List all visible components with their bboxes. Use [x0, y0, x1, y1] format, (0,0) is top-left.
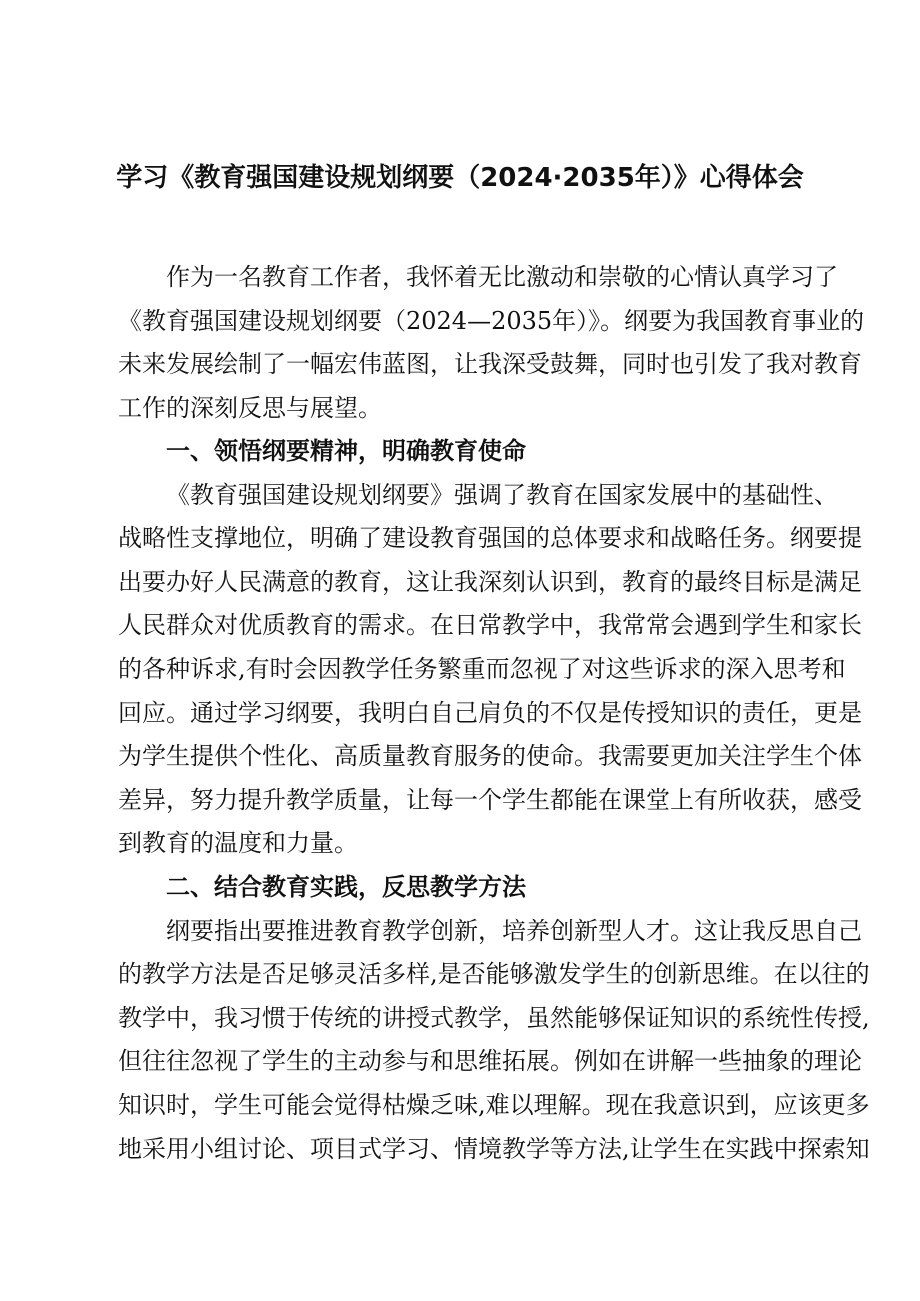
- paragraph-line: 的教学方法是否足够灵活多样,是否能够激发学生的创新思维。在以往的: [118, 960, 870, 989]
- paragraph-line: 地采用小组讨论、项目式学习、情境教学等方法,让学生在实践中探索知: [118, 1134, 870, 1163]
- paragraph-line: 到教育的温度和力量。: [118, 829, 358, 858]
- paragraph-line: 战略性支撑地位，明确了建设教育强国的总体要求和战略任务。纲要提: [118, 524, 862, 553]
- paragraph-line: 知识时，学生可能会觉得枯燥乏味,难以理解。现在我意识到，应该更多: [118, 1090, 870, 1119]
- intro-paragraph: [118, 256, 865, 430]
- section-2: [118, 866, 870, 1171]
- paragraph-line: 纲要指出要推进教育教学创新，培养创新型人才。这让我反思自己: [166, 916, 862, 945]
- paragraph-line: 作为一名教育工作者，我怀着无比激动和崇敬的心情认真学习了: [166, 263, 838, 291]
- paragraph-line: 《教育强国建设规划纲要（2024—2035年）》。纲要为我国教育事业的: [118, 306, 865, 335]
- section-heading: 二、结合教育实践，反思教学方法: [166, 873, 526, 901]
- section-1: [118, 430, 862, 866]
- paragraph-line: 出要办好人民满意的教育，这让我深刻认识到，教育的最终目标是满足: [118, 567, 862, 596]
- paragraph-line: 《教育强国建设规划纲要》强调了教育在国家发展中的基础性、: [166, 480, 838, 509]
- section-heading: 一、领悟纲要精神，明确教育使命: [166, 437, 526, 465]
- document-title: 学习《教育强国建设规划纲要（2024·2035年）》心得体会: [116, 163, 804, 193]
- paragraph-line: 教学中，我习惯于传统的讲授式教学，虽然能够保证知识的系统性传授,: [118, 1003, 870, 1032]
- paragraph-line: 为学生提供个性化、高质量教育服务的使命。我需要更加关注学生个体: [118, 742, 862, 771]
- paragraph-line: 人民群众对优质教育的需求。在日常教学中，我常常会遇到学生和家长: [118, 611, 862, 640]
- paragraph-line: 未来发展绘制了一幅宏伟蓝图，让我深受鼓舞，同时也引发了我对教育: [118, 350, 862, 379]
- paragraph-line: 工作的深刻反思与展望。: [118, 393, 382, 422]
- paragraph-line: 的各种诉求,有时会因教学任务繁重而忽视了对这些诉求的深入思考和: [118, 654, 846, 683]
- paragraph-line: 差异，努力提升教学质量，让每一个学生都能在课堂上有所收获，感受: [118, 785, 862, 814]
- paragraph-line: 但往往忽视了学生的主动参与和思维拓展。例如在讲解一些抽象的理论: [118, 1047, 862, 1076]
- paragraph-line: 回应。通过学习纲要，我明白自己肩负的不仅是传授知识的责任，更是: [118, 698, 862, 727]
